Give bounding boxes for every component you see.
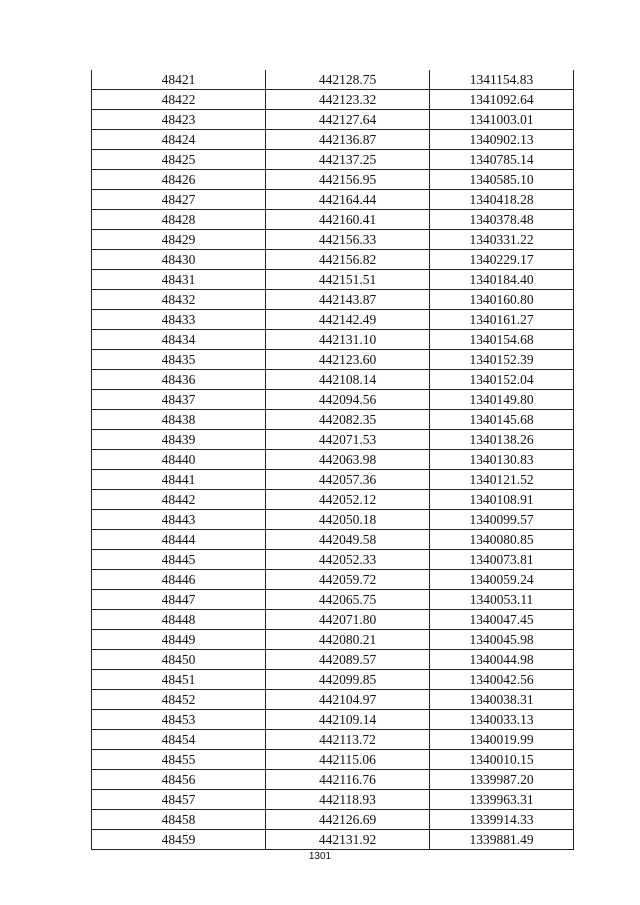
table-row	[92, 450, 574, 470]
point-id-cell: 48428	[92, 210, 266, 230]
y-coordinate-cell: 1340010.15	[430, 750, 574, 770]
point-id-cell: 48430	[92, 250, 266, 270]
x-coordinate-cell: 442131.10	[266, 330, 430, 350]
y-coordinate-cell: 1339963.31	[430, 790, 574, 810]
point-id-cell: 48440	[92, 450, 266, 470]
point-id-cell: 48446	[92, 570, 266, 590]
point-id-cell: 48455	[92, 750, 266, 770]
x-coordinate-cell: 442109.14	[266, 710, 430, 730]
x-coordinate-cell: 442071.53	[266, 430, 430, 450]
table-row	[92, 70, 574, 90]
x-coordinate-cell: 442116.76	[266, 770, 430, 790]
x-coordinate-cell: 442160.41	[266, 210, 430, 230]
x-coordinate-cell: 442136.87	[266, 130, 430, 150]
point-id-cell: 48438	[92, 410, 266, 430]
y-coordinate-cell: 1340149.80	[430, 390, 574, 410]
y-coordinate-cell: 1340044.98	[430, 650, 574, 670]
x-coordinate-cell: 442094.56	[266, 390, 430, 410]
x-coordinate-cell: 442151.51	[266, 270, 430, 290]
x-coordinate-cell: 442059.72	[266, 570, 430, 590]
table-row	[92, 830, 574, 850]
table-row	[92, 550, 574, 570]
point-id-cell: 48459	[92, 830, 266, 850]
x-coordinate-cell: 442127.64	[266, 110, 430, 130]
y-coordinate-cell: 1340161.27	[430, 310, 574, 330]
x-coordinate-cell: 442049.58	[266, 530, 430, 550]
point-id-cell: 48447	[92, 590, 266, 610]
table-row	[92, 430, 574, 450]
table-row	[92, 410, 574, 430]
y-coordinate-cell: 1340138.26	[430, 430, 574, 450]
x-coordinate-cell: 442052.33	[266, 550, 430, 570]
x-coordinate-cell: 442063.98	[266, 450, 430, 470]
table-row	[92, 670, 574, 690]
point-id-cell: 48452	[92, 690, 266, 710]
y-coordinate-cell: 1340047.45	[430, 610, 574, 630]
x-coordinate-cell: 442156.82	[266, 250, 430, 270]
x-coordinate-cell: 442113.72	[266, 730, 430, 750]
table-row	[92, 630, 574, 650]
x-coordinate-cell: 442080.21	[266, 630, 430, 650]
table-row	[92, 130, 574, 150]
point-id-cell: 48453	[92, 710, 266, 730]
x-coordinate-cell: 442099.85	[266, 670, 430, 690]
table-row	[92, 510, 574, 530]
y-coordinate-cell: 1339987.20	[430, 770, 574, 790]
point-id-cell: 48437	[92, 390, 266, 410]
table-row	[92, 350, 574, 370]
point-id-cell: 48435	[92, 350, 266, 370]
table-row	[92, 650, 574, 670]
point-id-cell: 48424	[92, 130, 266, 150]
page-number: 1301	[308, 851, 332, 862]
coordinates-table-body	[92, 70, 574, 850]
point-id-cell: 48450	[92, 650, 266, 670]
x-coordinate-cell: 442128.75	[266, 70, 430, 90]
point-id-cell: 48422	[92, 90, 266, 110]
table-row	[92, 590, 574, 610]
table-row	[92, 750, 574, 770]
table-row	[92, 230, 574, 250]
x-coordinate-cell: 442057.36	[266, 470, 430, 490]
x-coordinate-cell: 442089.57	[266, 650, 430, 670]
y-coordinate-cell: 1339914.33	[430, 810, 574, 830]
point-id-cell: 48456	[92, 770, 266, 790]
x-coordinate-cell: 442115.06	[266, 750, 430, 770]
y-coordinate-cell: 1340019.99	[430, 730, 574, 750]
y-coordinate-cell: 1340229.17	[430, 250, 574, 270]
y-coordinate-cell: 1340585.10	[430, 170, 574, 190]
table-row	[92, 170, 574, 190]
x-coordinate-cell: 442065.75	[266, 590, 430, 610]
y-coordinate-cell: 1340108.91	[430, 490, 574, 510]
x-coordinate-cell: 442123.32	[266, 90, 430, 110]
y-coordinate-cell: 1340145.68	[430, 410, 574, 430]
y-coordinate-cell: 1340418.28	[430, 190, 574, 210]
x-coordinate-cell: 442156.33	[266, 230, 430, 250]
point-id-cell: 48439	[92, 430, 266, 450]
table-row	[92, 470, 574, 490]
table-row	[92, 290, 574, 310]
x-coordinate-cell: 442082.35	[266, 410, 430, 430]
point-id-cell: 48436	[92, 370, 266, 390]
y-coordinate-cell: 1340033.13	[430, 710, 574, 730]
point-id-cell: 48426	[92, 170, 266, 190]
y-coordinate-cell: 1340331.22	[430, 230, 574, 250]
y-coordinate-cell: 1340152.04	[430, 370, 574, 390]
table-row	[92, 270, 574, 290]
x-coordinate-cell: 442108.14	[266, 370, 430, 390]
table-row	[92, 110, 574, 130]
table-row	[92, 150, 574, 170]
y-coordinate-cell: 1340378.48	[430, 210, 574, 230]
y-coordinate-cell: 1340042.56	[430, 670, 574, 690]
point-id-cell: 48433	[92, 310, 266, 330]
y-coordinate-cell: 1340045.98	[430, 630, 574, 650]
table-row	[92, 810, 574, 830]
y-coordinate-cell: 1340785.14	[430, 150, 574, 170]
y-coordinate-cell: 1340121.52	[430, 470, 574, 490]
table-row	[92, 730, 574, 750]
table-row	[92, 190, 574, 210]
table-row	[92, 710, 574, 730]
x-coordinate-cell: 442123.60	[266, 350, 430, 370]
point-id-cell: 48421	[92, 70, 266, 90]
y-coordinate-cell: 1341154.83	[430, 70, 574, 90]
table-row	[92, 210, 574, 230]
point-id-cell: 48431	[92, 270, 266, 290]
y-coordinate-cell: 1340184.40	[430, 270, 574, 290]
table-row	[92, 310, 574, 330]
y-coordinate-cell: 1340154.68	[430, 330, 574, 350]
x-coordinate-cell: 442071.80	[266, 610, 430, 630]
table-row	[92, 770, 574, 790]
table-row	[92, 390, 574, 410]
y-coordinate-cell: 1341092.64	[430, 90, 574, 110]
x-coordinate-cell: 442142.49	[266, 310, 430, 330]
table-row	[92, 90, 574, 110]
point-id-cell: 48442	[92, 490, 266, 510]
point-id-cell: 48432	[92, 290, 266, 310]
x-coordinate-cell: 442137.25	[266, 150, 430, 170]
x-coordinate-cell: 442050.18	[266, 510, 430, 530]
table-row	[92, 330, 574, 350]
y-coordinate-cell: 1340038.31	[430, 690, 574, 710]
point-id-cell: 48457	[92, 790, 266, 810]
coordinates-table	[91, 70, 574, 850]
table-row	[92, 250, 574, 270]
y-coordinate-cell: 1339881.49	[430, 830, 574, 850]
y-coordinate-cell: 1341003.01	[430, 110, 574, 130]
x-coordinate-cell: 442126.69	[266, 810, 430, 830]
y-coordinate-cell: 1340059.24	[430, 570, 574, 590]
point-id-cell: 48441	[92, 470, 266, 490]
table-row	[92, 690, 574, 710]
x-coordinate-cell: 442143.87	[266, 290, 430, 310]
point-id-cell: 48448	[92, 610, 266, 630]
point-id-cell: 48449	[92, 630, 266, 650]
x-coordinate-cell: 442104.97	[266, 690, 430, 710]
table-row	[92, 490, 574, 510]
y-coordinate-cell: 1340160.80	[430, 290, 574, 310]
x-coordinate-cell: 442118.93	[266, 790, 430, 810]
point-id-cell: 48445	[92, 550, 266, 570]
y-coordinate-cell: 1340152.39	[430, 350, 574, 370]
y-coordinate-cell: 1340099.57	[430, 510, 574, 530]
table-row	[92, 790, 574, 810]
x-coordinate-cell: 442131.92	[266, 830, 430, 850]
table-row	[92, 610, 574, 630]
point-id-cell: 48444	[92, 530, 266, 550]
y-coordinate-cell: 1340053.11	[430, 590, 574, 610]
x-coordinate-cell: 442052.12	[266, 490, 430, 510]
x-coordinate-cell: 442156.95	[266, 170, 430, 190]
point-id-cell: 48434	[92, 330, 266, 350]
x-coordinate-cell: 442164.44	[266, 190, 430, 210]
table-row	[92, 570, 574, 590]
table-row	[92, 370, 574, 390]
table-row	[92, 530, 574, 550]
point-id-cell: 48429	[92, 230, 266, 250]
y-coordinate-cell: 1340080.85	[430, 530, 574, 550]
y-coordinate-cell: 1340130.83	[430, 450, 574, 470]
y-coordinate-cell: 1340902.13	[430, 130, 574, 150]
point-id-cell: 48425	[92, 150, 266, 170]
point-id-cell: 48454	[92, 730, 266, 750]
point-id-cell: 48443	[92, 510, 266, 530]
point-id-cell: 48423	[92, 110, 266, 130]
point-id-cell: 48458	[92, 810, 266, 830]
point-id-cell: 48427	[92, 190, 266, 210]
y-coordinate-cell: 1340073.81	[430, 550, 574, 570]
point-id-cell: 48451	[92, 670, 266, 690]
